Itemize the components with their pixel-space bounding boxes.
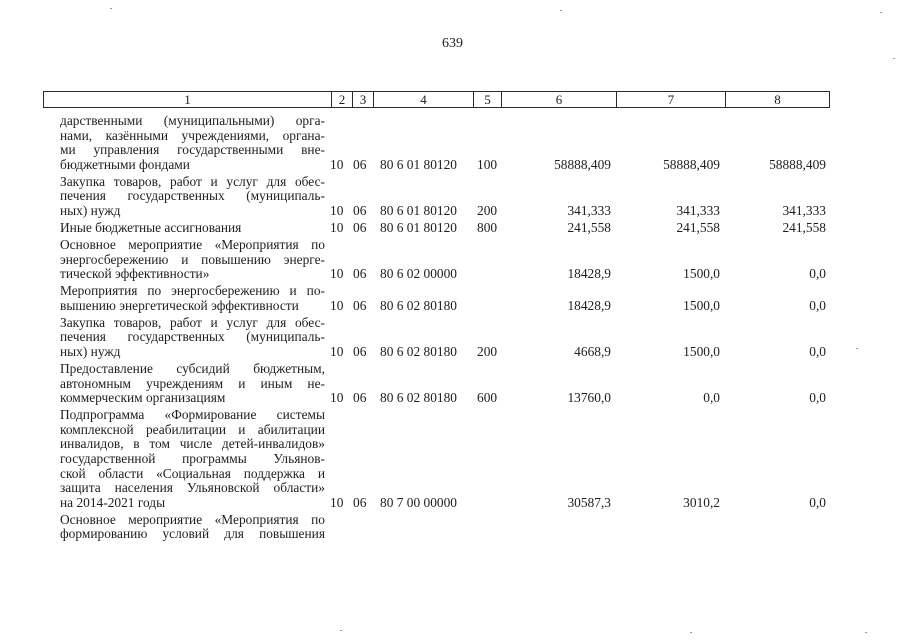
cell-col-2: 10: [330, 390, 344, 406]
table-row: [0, 284, 905, 313]
cell-col-8: 0,0: [809, 297, 826, 313]
row-name: [60, 316, 325, 360]
header-cell-6: 6: [555, 92, 563, 107]
row-name: [60, 114, 325, 172]
row-name-line: ных) нужд: [60, 202, 121, 218]
row-name-line: ми управления государственными вне-: [60, 142, 325, 158]
cell-col-7: 241,558: [676, 220, 720, 235]
scan-speck: [690, 632, 692, 633]
row-name-line: Основное мероприятие «Мероприятия по: [60, 511, 325, 527]
cell-col-5: 100: [477, 156, 498, 172]
table-row: [0, 114, 905, 172]
scan-speck: [856, 348, 858, 349]
cell-col-3: 06: [353, 156, 367, 172]
row-name-line: Иные бюджетные ассигнования: [60, 220, 242, 235]
row-name-line: Закупка товаров, работ и услуг для обес-: [60, 314, 325, 330]
scan-speck: [880, 12, 882, 13]
cell-col-2: 10: [330, 266, 344, 282]
cell-col-3: 06: [353, 266, 367, 282]
cell-col-7: 341,333: [676, 202, 720, 218]
row-name-line: энергосбережению и повышению энерге-: [60, 251, 325, 267]
row-name-line: Основное мероприятие «Мероприятия по: [60, 237, 325, 252]
cell-col-5: 600: [477, 390, 498, 406]
header-cell-4: 4: [420, 92, 427, 107]
row-name-line: вышению энергетической эффективности: [60, 297, 299, 313]
cell-col-3: 06: [353, 202, 367, 218]
cell-col-6: 241,558: [567, 220, 611, 235]
cell-col-6: 341,333: [567, 202, 611, 218]
cell-col-2: 10: [330, 297, 344, 313]
cell-col-4: 80 6 02 80180: [380, 343, 457, 359]
row-name-line: тической эффективности»: [60, 266, 210, 282]
cell-col-3: 06: [353, 297, 367, 313]
header-cell-3: 3: [359, 92, 367, 107]
scan-speck: [893, 58, 895, 59]
cell-col-6: 13760,0: [567, 390, 611, 406]
table-row: [0, 408, 905, 510]
cell-col-8: 0,0: [809, 494, 826, 510]
cell-col-2: 10: [330, 220, 344, 235]
row-name-line: коммерческим организациям: [60, 390, 226, 406]
scan-speck: [865, 632, 867, 633]
row-name-line: на 2014-2021 годы: [60, 494, 166, 510]
cell-col-7: 1500,0: [683, 297, 720, 313]
cell-col-7: 0,0: [703, 390, 720, 406]
row-name-line: Закупка товаров, работ и услуг для обес-: [60, 173, 325, 189]
header-cell-5: 5: [484, 92, 491, 107]
row-name-line: Подпрограмма «Формирование системы: [60, 407, 325, 423]
scan-speck: [340, 630, 342, 631]
cell-col-4: 80 6 01 80120: [380, 202, 457, 218]
scan-speck: [560, 10, 562, 11]
cell-col-6: 58888,409: [554, 156, 611, 172]
cell-col-8: 0,0: [809, 266, 826, 282]
cell-col-8: 0,0: [809, 343, 826, 359]
row-name-line: нами, казёнными учреждениями, органа-: [60, 127, 325, 143]
cell-col-6: 4668,9: [574, 343, 611, 359]
row-name: [60, 175, 325, 219]
row-name: [60, 238, 325, 282]
cell-col-4: 80 6 02 80180: [380, 297, 457, 313]
row-name: [60, 513, 325, 542]
cell-col-5: 200: [477, 343, 498, 359]
table-row: [0, 316, 905, 360]
cell-col-7: 3010,2: [683, 494, 720, 510]
header-cell-7: 7: [667, 92, 675, 107]
cell-col-8: 58888,409: [769, 156, 826, 172]
row-name: [60, 221, 325, 236]
header-cell-1: 1: [184, 92, 191, 107]
cell-col-4: 80 7 00 00000: [380, 494, 457, 510]
cell-col-4: 80 6 02 00000: [380, 266, 457, 282]
cell-col-2: 10: [330, 202, 344, 218]
row-name-line: Предоставление субсидий бюджетным,: [60, 361, 325, 376]
row-name-line: печения государственных (муниципаль-: [60, 188, 325, 204]
cell-col-5: 800: [477, 220, 498, 235]
cell-col-4: 80 6 01 80120: [380, 220, 457, 235]
table-row: [0, 238, 905, 282]
header-cell-2: 2: [338, 92, 346, 107]
table-row: [0, 362, 905, 406]
table-header-row: [43, 91, 830, 108]
cell-col-2: 10: [330, 343, 344, 359]
cell-col-2: 10: [330, 156, 344, 172]
cell-col-3: 06: [353, 494, 367, 510]
row-name-line: бюджетными фондами: [60, 156, 190, 172]
scan-speck: [110, 8, 112, 9]
table-row: [0, 513, 905, 542]
cell-col-5: 200: [477, 202, 498, 218]
row-name-line: дарственными (муниципальными) орга-: [60, 113, 325, 128]
cell-col-6: 18428,9: [567, 297, 611, 313]
row-name-line: Мероприятия по энергосбережению и по-: [60, 283, 325, 299]
row-name-line: формированию условий для повышения: [60, 526, 325, 542]
page-number: 639: [442, 36, 463, 51]
cell-col-7: 1500,0: [683, 343, 720, 359]
table-body: [0, 114, 905, 604]
row-name: [60, 362, 325, 406]
cell-col-7: 1500,0: [683, 266, 720, 282]
row-name-line: ных) нужд: [60, 343, 121, 359]
row-name: [60, 408, 325, 510]
cell-col-2: 10: [330, 494, 344, 510]
header-cell-8: 8: [774, 92, 781, 107]
row-name-line: инвалидов, в том числе детей-инвалидов»: [60, 436, 325, 452]
cell-col-3: 06: [353, 343, 367, 359]
cell-col-4: 80 6 02 80180: [380, 390, 457, 406]
cell-col-7: 58888,409: [663, 156, 720, 172]
row-name-line: автономным учреждениям и иным не-: [60, 375, 325, 391]
cell-col-8: 0,0: [809, 390, 826, 406]
table-row: [0, 175, 905, 219]
cell-col-8: 341,333: [782, 202, 826, 218]
cell-col-4: 80 6 01 80120: [380, 156, 457, 172]
row-name-line: государственной программы Ульянов-: [60, 450, 325, 466]
row-name-line: ской области «Социальная поддержка и: [60, 465, 325, 481]
table-row: [0, 221, 905, 236]
cell-col-3: 06: [353, 390, 367, 406]
row-name-line: защита населения Ульяновской области»: [60, 480, 325, 496]
cell-col-3: 06: [353, 220, 367, 235]
cell-col-8: 241,558: [782, 220, 826, 235]
row-name-line: комплексной реабилитации и абилитации: [60, 421, 325, 437]
row-name: [60, 284, 325, 313]
cell-col-6: 30587,3: [567, 494, 611, 510]
cell-col-6: 18428,9: [567, 266, 611, 282]
row-name-line: печения государственных (муниципаль-: [60, 329, 325, 345]
